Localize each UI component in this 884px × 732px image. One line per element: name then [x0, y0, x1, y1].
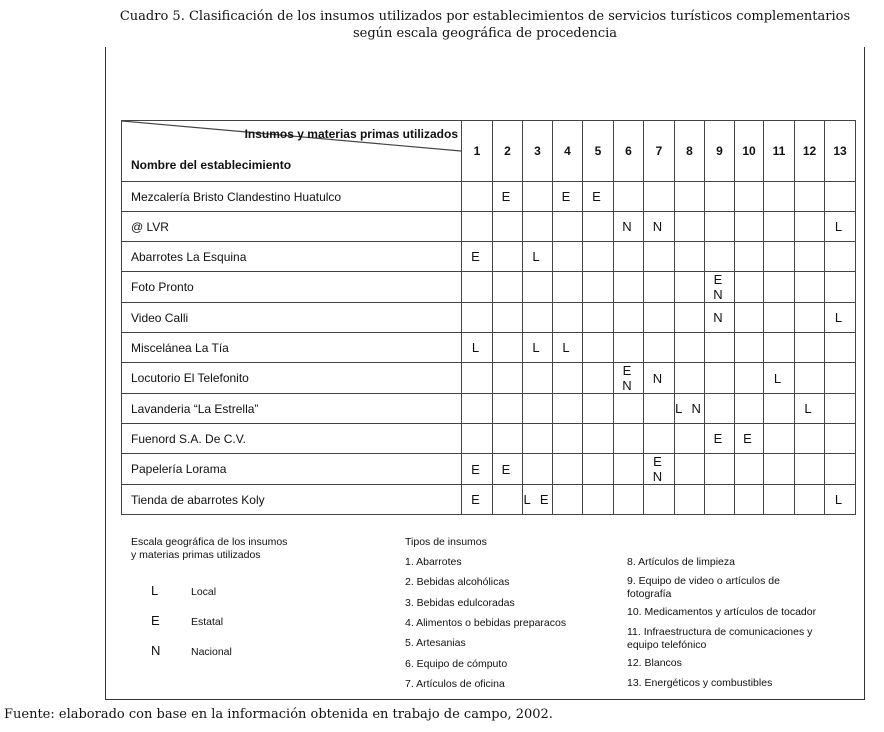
- scale-cell: [644, 272, 675, 303]
- scale-title-line-1: Escala geográfica de los insumos: [131, 536, 288, 548]
- scale-cell: [493, 485, 523, 515]
- scale-cell: [705, 363, 735, 394]
- scale-cell: [675, 242, 705, 272]
- scale-cell: [553, 212, 583, 242]
- scale-cell: N: [705, 303, 735, 333]
- source-note: Fuente: elaborado con base en la información obtenida en trabajo de campo, 2002.: [4, 707, 553, 722]
- column-header-3: 3: [523, 121, 553, 182]
- scale-cell: [523, 363, 553, 394]
- input-type-item: 6. Equipo de cómputo: [405, 657, 508, 670]
- scale-cell: [644, 424, 675, 454]
- scale-legend-title: [131, 536, 287, 562]
- scale-cell: [795, 454, 825, 485]
- scale-cell: [583, 272, 614, 303]
- scale-cell: [644, 242, 675, 272]
- scale-cell: [675, 485, 705, 515]
- column-header-6: 6: [614, 121, 644, 182]
- scale-cell: [795, 333, 825, 363]
- scale-cell: [795, 485, 825, 515]
- scale-cell: [764, 454, 795, 485]
- scale-cell: E: [735, 424, 764, 454]
- table-row: [122, 303, 856, 333]
- column-header-9: 9: [705, 121, 735, 182]
- input-type-item: 13. Energéticos y combustibles: [627, 677, 773, 689]
- scale-cell: [764, 272, 795, 303]
- scale-cell: E: [462, 454, 493, 485]
- scale-cell: [735, 485, 764, 515]
- scale-cell: [675, 182, 705, 212]
- scale-cell: [825, 363, 856, 394]
- table-caption: [100, 8, 870, 42]
- table-row: [122, 363, 856, 394]
- scale-cell: [614, 182, 644, 212]
- scale-cell: E: [705, 424, 735, 454]
- scale-cell: [614, 242, 644, 272]
- table-row: [122, 242, 856, 272]
- scale-cell: [644, 333, 675, 363]
- input-type-item: 12. Blancos: [627, 657, 682, 669]
- establishment-name: Tienda de abarrotes Koly: [122, 485, 462, 515]
- scale-cell: E N: [644, 454, 675, 485]
- scale-cell: [825, 394, 856, 424]
- scale-cell: [523, 394, 553, 424]
- scale-cell: E: [553, 182, 583, 212]
- scale-cell: L: [825, 303, 856, 333]
- scale-cell: [735, 242, 764, 272]
- scale-cell: [675, 424, 705, 454]
- scale-cell: [795, 242, 825, 272]
- scale-cell: [795, 212, 825, 242]
- column-header-4: 4: [553, 121, 583, 182]
- scale-cell: [462, 272, 493, 303]
- scale-cell: [705, 182, 735, 212]
- input-type-item: 4. Alimentos o bebidas preparacos: [405, 616, 567, 629]
- scale-cell: [644, 485, 675, 515]
- scale-label: Nacional: [191, 646, 232, 658]
- classification-table: [121, 120, 856, 515]
- scale-cell: L N: [675, 394, 705, 424]
- scale-cell: L: [825, 212, 856, 242]
- scale-cell: L: [462, 333, 493, 363]
- scale-cell: [705, 212, 735, 242]
- scale-cell: [583, 333, 614, 363]
- scale-cell: [705, 485, 735, 515]
- scale-code: L: [151, 583, 159, 598]
- scale-cell: [493, 242, 523, 272]
- header-corner-cell: [122, 121, 462, 182]
- input-type-item: 1. Abarrotes: [405, 556, 462, 568]
- scale-cell: [553, 242, 583, 272]
- scale-cell: [583, 212, 614, 242]
- scale-cell: E N: [705, 272, 735, 303]
- scale-cell: [583, 394, 614, 424]
- establishment-name: Abarrotes La Esquina: [122, 242, 462, 272]
- column-header-13: 13: [825, 121, 856, 182]
- scale-cell: [795, 303, 825, 333]
- column-header-2: 2: [493, 121, 523, 182]
- scale-title-line-2: y materias primas utilizados: [131, 549, 261, 561]
- caption-line-1: Cuadro 5. Clasificación de los insumos utilizados por establecimientos de servicios turísticos complementarios: [119, 9, 851, 24]
- table-row: [122, 394, 856, 424]
- scale-cell: [764, 242, 795, 272]
- scale-cell: [614, 272, 644, 303]
- scale-cell: L: [825, 485, 856, 515]
- scale-cell: [705, 333, 735, 363]
- scale-cell: [675, 272, 705, 303]
- input-type-item: 2. Bebidas alcohólicas: [405, 576, 510, 589]
- scale-cell: [523, 454, 553, 485]
- establishment-name: Papelería Lorama: [122, 454, 462, 485]
- scale-cell: [735, 182, 764, 212]
- input-type-item: 11. Infraestructura de comunicaciones y equipo telefónico: [627, 626, 813, 651]
- scale-cell: [675, 212, 705, 242]
- scale-cell: [493, 333, 523, 363]
- scale-cell: [553, 272, 583, 303]
- scale-cell: [675, 333, 705, 363]
- scale-cell: [553, 394, 583, 424]
- establishment-name: Foto Pronto: [122, 272, 462, 303]
- scale-cell: [825, 454, 856, 485]
- scale-cell: [462, 212, 493, 242]
- scale-cell: [493, 363, 523, 394]
- scale-cell: [614, 333, 644, 363]
- scale-cell: E: [583, 182, 614, 212]
- scale-cell: E N: [614, 363, 644, 394]
- scale-cell: [825, 182, 856, 212]
- scale-cell: [523, 303, 553, 333]
- scale-cell: L E: [523, 485, 553, 515]
- scale-cell: L: [764, 363, 795, 394]
- scale-cell: [493, 424, 523, 454]
- table-row: [122, 485, 856, 515]
- scale-cell: [553, 424, 583, 454]
- scale-cell: [795, 363, 825, 394]
- scale-cell: [825, 242, 856, 272]
- scale-cell: [462, 424, 493, 454]
- scale-cell: [462, 303, 493, 333]
- establishment-name: Miscelánea La Tía: [122, 333, 462, 363]
- scale-cell: [462, 182, 493, 212]
- input-type-item: 5. Artesanias: [405, 637, 466, 650]
- establishment-name: @ LVR: [122, 212, 462, 242]
- column-header-11: 11: [764, 121, 795, 182]
- scale-cell: [825, 424, 856, 454]
- scale-cell: L: [553, 333, 583, 363]
- scale-cell: [825, 333, 856, 363]
- scale-cell: [614, 394, 644, 424]
- scale-cell: [795, 182, 825, 212]
- types-title: Tipos de insumos: [405, 536, 487, 548]
- column-header-5: 5: [583, 121, 614, 182]
- establishment-name: Video Calli: [122, 303, 462, 333]
- scale-cell: [705, 454, 735, 485]
- scale-cell: [735, 394, 764, 424]
- scale-cell: [705, 242, 735, 272]
- scale-cell: [583, 424, 614, 454]
- scale-cell: N: [644, 363, 675, 394]
- scale-cell: [462, 394, 493, 424]
- scale-cell: [735, 212, 764, 242]
- scale-cell: [764, 333, 795, 363]
- table-row: [122, 424, 856, 454]
- scale-cell: [735, 333, 764, 363]
- scale-cell: [523, 212, 553, 242]
- scale-cell: [764, 303, 795, 333]
- scale-cell: L: [523, 333, 553, 363]
- establishment-name: Mezcalería Bristo Clandestino Huatulco: [122, 182, 462, 212]
- scale-cell: N: [614, 212, 644, 242]
- scale-cell: [644, 303, 675, 333]
- scale-cell: [583, 454, 614, 485]
- scale-cell: [583, 242, 614, 272]
- scale-cell: [764, 212, 795, 242]
- scale-cell: [705, 394, 735, 424]
- scale-cell: [553, 303, 583, 333]
- scale-cell: [493, 272, 523, 303]
- scale-cell: [523, 182, 553, 212]
- scale-cell: [735, 363, 764, 394]
- input-type-item: 9. Equipo de video o artículos de fotografía: [627, 575, 780, 600]
- scale-code: E: [151, 613, 160, 628]
- scale-cell: [614, 303, 644, 333]
- column-header-7: 7: [644, 121, 675, 182]
- table-row: [122, 182, 856, 212]
- scale-cell: [523, 272, 553, 303]
- scale-cell: [795, 272, 825, 303]
- scale-cell: [644, 394, 675, 424]
- column-header-1: 1: [462, 121, 493, 182]
- caption-line-2: según escala geográfica de procedencia: [352, 26, 618, 41]
- scale-cell: [553, 363, 583, 394]
- scale-cell: [764, 182, 795, 212]
- table-row: [122, 272, 856, 303]
- scale-cell: [553, 454, 583, 485]
- scale-cell: [583, 303, 614, 333]
- scale-cell: [675, 303, 705, 333]
- scale-cell: [553, 485, 583, 515]
- scale-cell: E: [493, 182, 523, 212]
- header-establishment-label: Nombre del establecimiento: [131, 158, 292, 172]
- column-header-12: 12: [795, 121, 825, 182]
- establishment-name: Locutorio El Telefonito: [122, 363, 462, 394]
- scale-cell: [644, 182, 675, 212]
- input-type-item: 8. Artículos de limpieza: [627, 556, 735, 568]
- establishment-name: Lavanderia “La Estrella”: [122, 394, 462, 424]
- scale-cell: [583, 485, 614, 515]
- header-inputs-label: Insumos y materias primas utilizados: [244, 127, 458, 141]
- scale-cell: [493, 212, 523, 242]
- scale-cell: E: [493, 454, 523, 485]
- input-type-item: 10. Medicamentos y artículos de tocador: [627, 606, 817, 618]
- scale-cell: [764, 424, 795, 454]
- table-row: [122, 333, 856, 363]
- table-row: [122, 212, 856, 242]
- scale-cell: [614, 454, 644, 485]
- column-header-8: 8: [675, 121, 705, 182]
- scale-cell: N: [644, 212, 675, 242]
- column-header-10: 10: [735, 121, 764, 182]
- scale-cell: [825, 272, 856, 303]
- scale-code: N: [151, 643, 161, 658]
- scale-cell: [614, 424, 644, 454]
- scale-cell: L: [795, 394, 825, 424]
- scale-cell: [764, 394, 795, 424]
- scale-cell: [493, 394, 523, 424]
- scale-cell: [735, 303, 764, 333]
- scale-label: Local: [191, 586, 217, 598]
- scale-cell: [675, 454, 705, 485]
- scale-cell: [795, 424, 825, 454]
- scale-cell: [675, 363, 705, 394]
- scale-label: Estatal: [191, 616, 224, 628]
- scale-cell: [735, 454, 764, 485]
- scale-cell: [764, 485, 795, 515]
- input-type-item: 7. Artículos de oficina: [405, 677, 505, 690]
- input-type-item: 3. Bebidas edulcoradas: [405, 596, 515, 609]
- scale-cell: E: [462, 485, 493, 515]
- scale-cell: [462, 363, 493, 394]
- scale-cell: [583, 363, 614, 394]
- scale-cell: E: [462, 242, 493, 272]
- scale-cell: [523, 424, 553, 454]
- scale-cell: [493, 303, 523, 333]
- scale-cell: L: [523, 242, 553, 272]
- scale-cell: [614, 485, 644, 515]
- scale-cell: [735, 272, 764, 303]
- establishment-name: Fuenord S.A. De C.V.: [122, 424, 462, 454]
- table-row: [122, 454, 856, 485]
